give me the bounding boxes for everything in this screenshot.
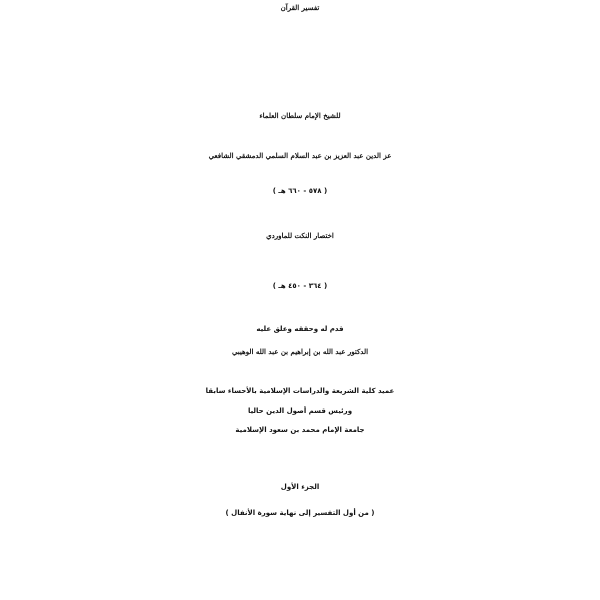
volume-contents: ( من أول التفسير إلى نهاية سورة الأنفال ) <box>225 509 375 517</box>
editor-name: الدكتور عبد الله بن إبراهيم بن عبد الله الوهيبي <box>231 347 369 356</box>
editor-affiliation-3: جامعة الإمام محمد بن سعود الإسلامية <box>235 426 365 434</box>
mawardi-dates: ( ٣٦٤ - ٤٥٠ هـ ) <box>272 282 328 290</box>
author-dates: ( ٥٧٨ - ٦٦٠ هـ ) <box>272 187 328 195</box>
editor-affiliation-1: عميد كلية الشريعة والدراسات الإسلامية بالأحساء سابقا <box>205 387 395 395</box>
author-name: عز الدين عبد العزيز بن عبد السلام السلمي الدمشقي الشافعي <box>208 151 392 160</box>
abridged-source-title: اختصار النكت للماوردي <box>266 231 334 240</box>
volume-number: الجزء الأول <box>280 483 320 491</box>
author-honorific: للشيخ الإمام سلطان العلماء <box>259 111 341 120</box>
editor-affiliation-2: ورئيس قسم أصول الدين حاليا <box>247 407 353 415</box>
book-title: تفسير القرآن <box>280 3 320 12</box>
editor-intro: قدم له وحققه وعلق عليه <box>256 325 344 333</box>
